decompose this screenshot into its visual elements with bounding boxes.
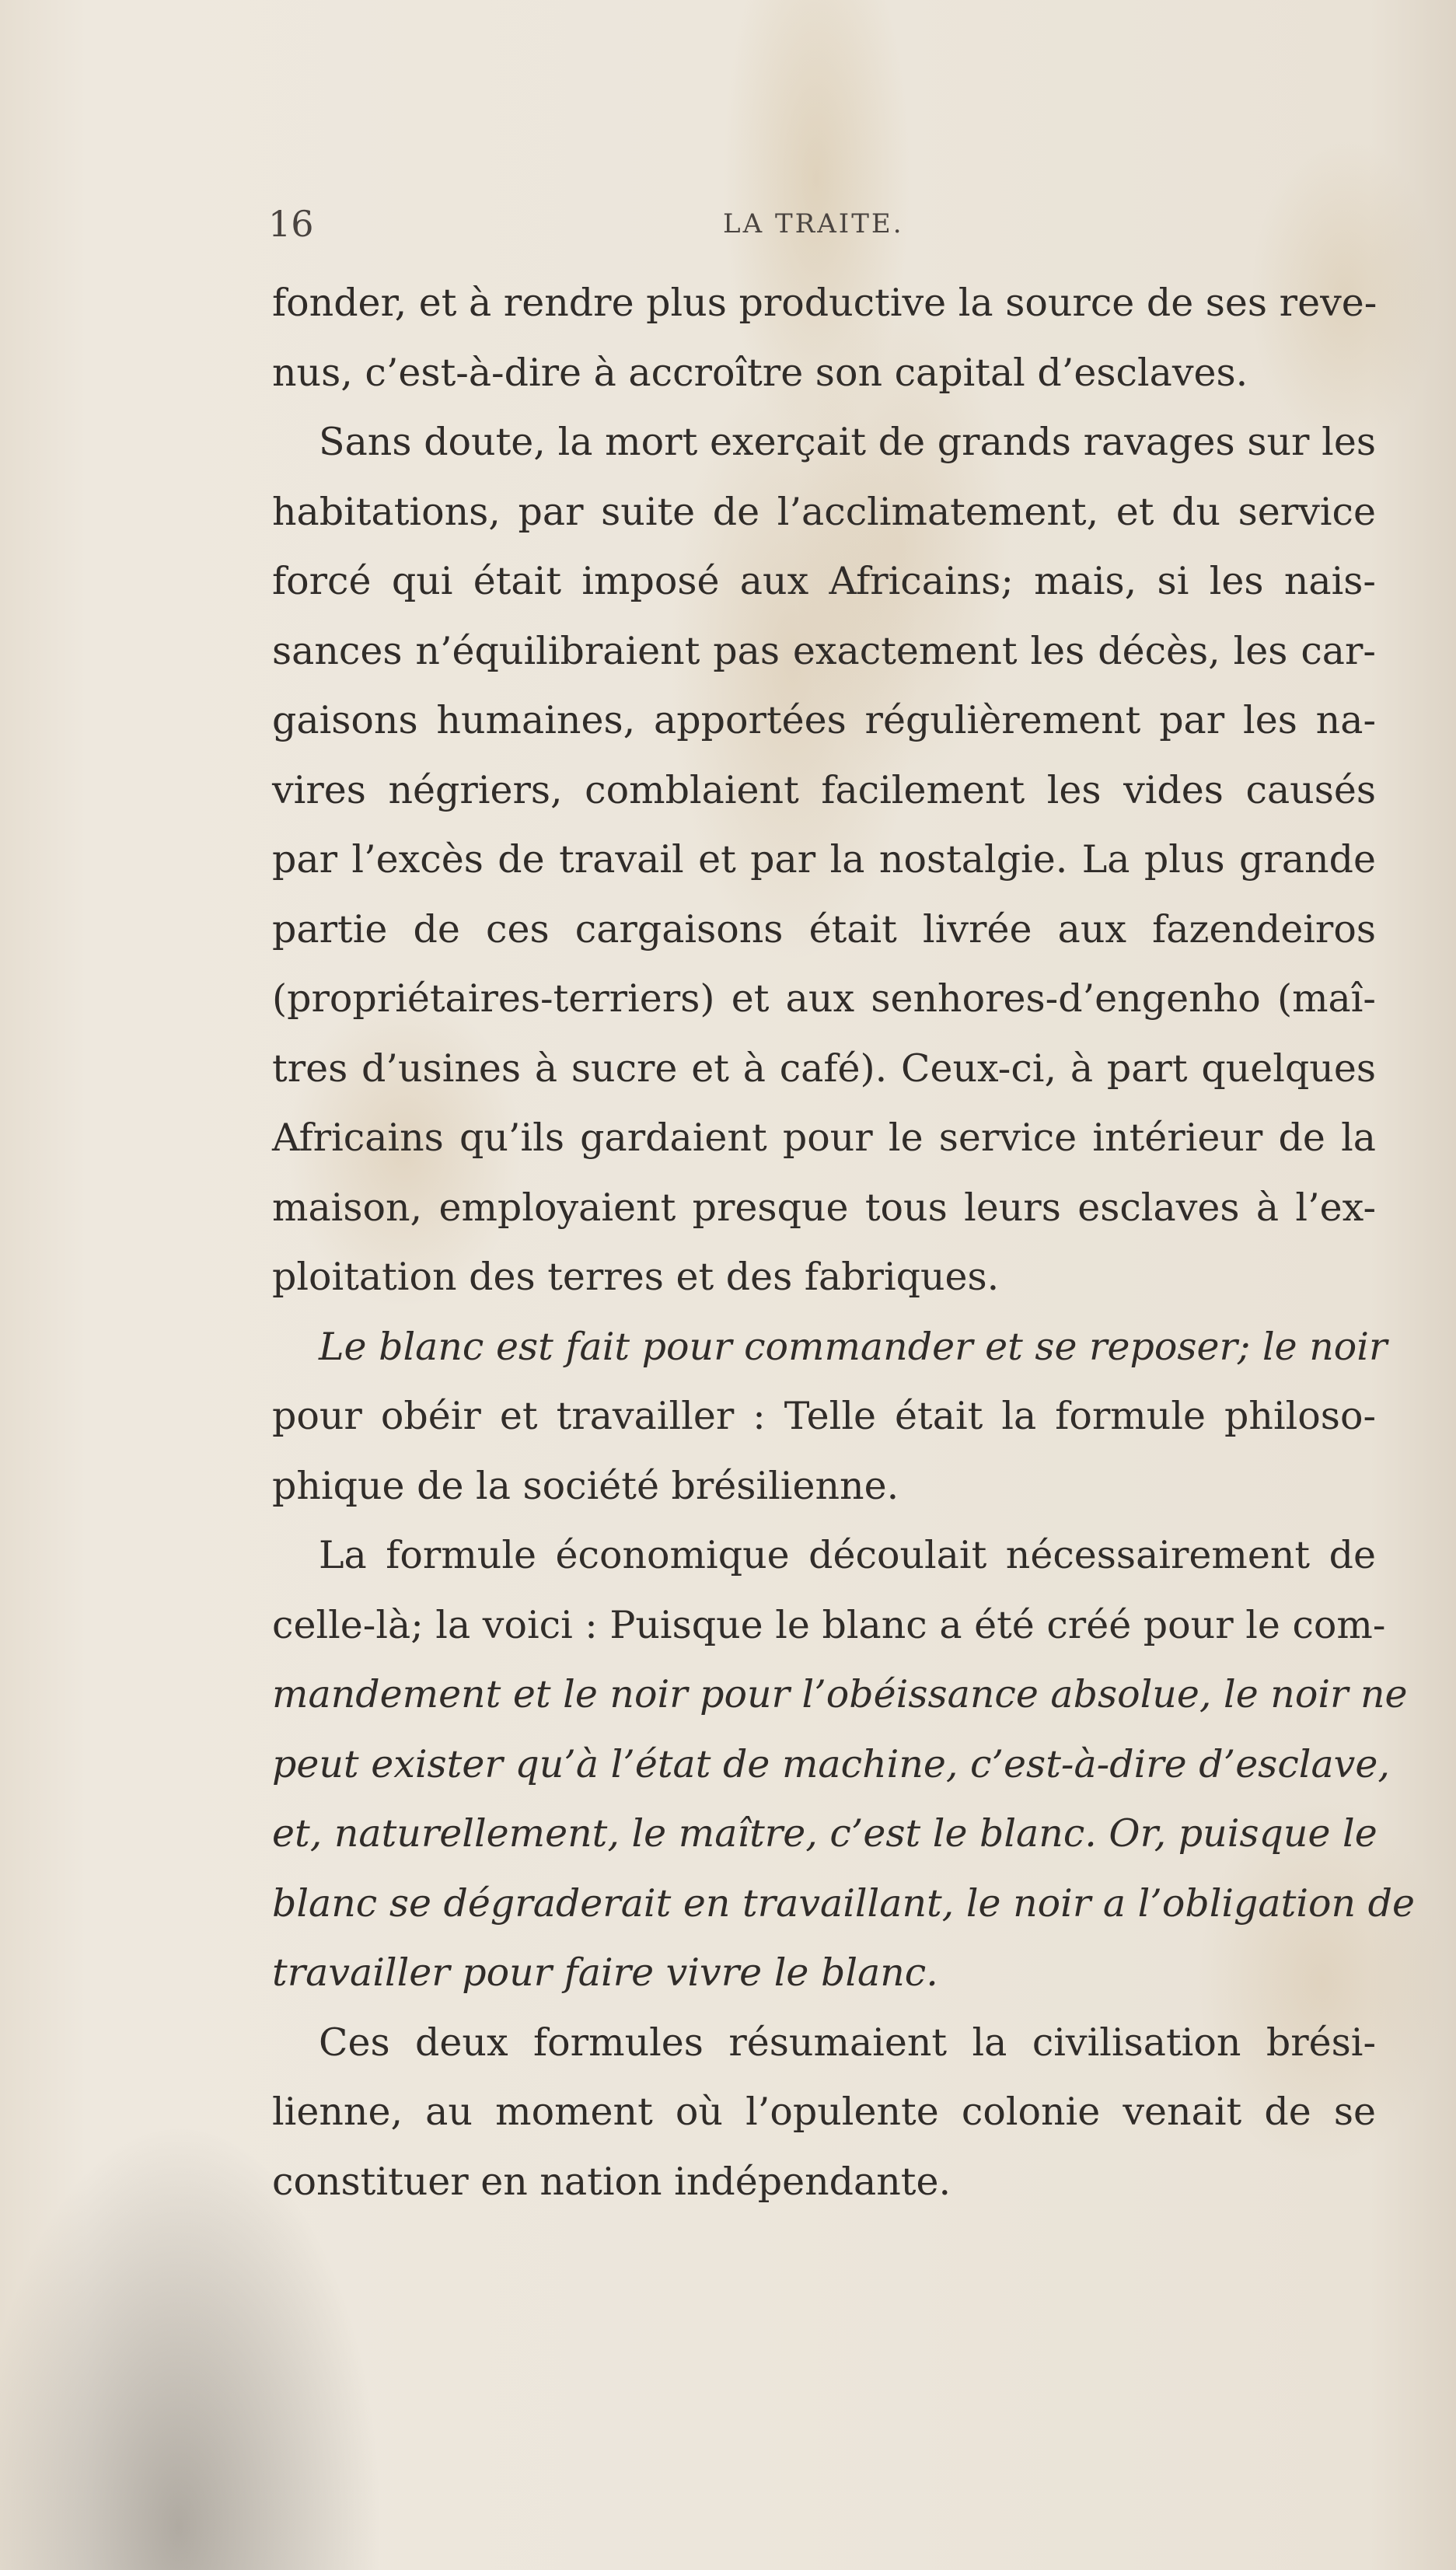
text-line: blanc se dégraderait en travaillant, le noir a l’obligation de <box>272 1880 1415 1926</box>
text-line: gaisons humaines, apportées régulièrement par les na- <box>272 698 1376 742</box>
paragraph-2 <box>272 407 1376 1312</box>
text-line: nus, c’est-à-dire à accroître son capital d’esclaves. <box>272 350 1248 395</box>
text-line: constituer en nation indépendante. <box>272 2159 951 2204</box>
paragraph-3 <box>272 1312 1388 1521</box>
text-line: (propriétaires-terriers) et aux senhores-d’engenho (maî- <box>272 976 1376 1021</box>
text-line: Africains qu’ils gardaient pour le service intérieur de la <box>272 1116 1376 1160</box>
text-line: maison, employaient presque tous leurs esclaves à l’ex- <box>272 1185 1376 1230</box>
body-text <box>272 268 1415 2216</box>
text-line: habitations, par suite de l’acclimatement, et du service <box>272 489 1376 534</box>
text-line: forcé qui était imposé aux Africains; mais, si les nais- <box>272 559 1376 603</box>
text-line: mandement et le noir pour l’obéissance absolue, le noir ne <box>272 1672 1408 1716</box>
text-line: Le blanc est fait pour commander et se reposer; le noir <box>319 1324 1388 1369</box>
text-line: par l’excès de travail et par la nostalgie. La plus grande <box>272 837 1376 882</box>
page-number: 16 <box>268 203 314 245</box>
text-line: sances n’équilibraient pas exactement les décès, les car- <box>272 628 1376 673</box>
text-line: Sans doute, la mort exerçait de grands ravages sur les <box>319 420 1376 464</box>
text-line: Ces deux formules résumaient la civilisation brési- <box>319 2020 1376 2065</box>
text-line: La formule économique découlait nécessairement de <box>319 1533 1376 1577</box>
text-line: fonder, et à rendre plus productive la source de ses reve- <box>272 281 1377 325</box>
text-line: travailler pour faire vivre le blanc. <box>272 1950 938 1995</box>
text-line: peut exister qu’à l’état de machine, c’est-à-dire d’esclave, <box>272 1741 1390 1786</box>
text-line: lienne, au moment où l’opulente colonie venait de se <box>272 2090 1376 2134</box>
running-head <box>0 193 1456 255</box>
text-line: vires négriers, comblaient facilement les vides causés <box>272 767 1376 812</box>
text-line: ploitation des terres et des fabriques. <box>272 1255 1000 1299</box>
text-line: pour obéir et travailler : Telle était la formule philoso- <box>272 1394 1376 1438</box>
paragraph-5 <box>272 2008 1376 2217</box>
text-line: celle-là; la voici : Puisque le blanc a été créé pour le com- <box>272 1602 1386 1647</box>
running-title: LA TRAITE. <box>723 208 904 239</box>
text-line: phique de la société brésilienne. <box>272 1463 899 1508</box>
paragraph-1 <box>272 268 1376 407</box>
text-line: tres d’usines à sucre et à café). Ceux-ci, à part quelques <box>272 1046 1376 1091</box>
paragraph-4 <box>272 1521 1415 2008</box>
text-line: partie de ces cargaisons était livrée aux fazendeiros <box>272 906 1376 952</box>
text-line: et, naturellement, le maître, c’est le blanc. Or, puisque le <box>272 1811 1377 1856</box>
